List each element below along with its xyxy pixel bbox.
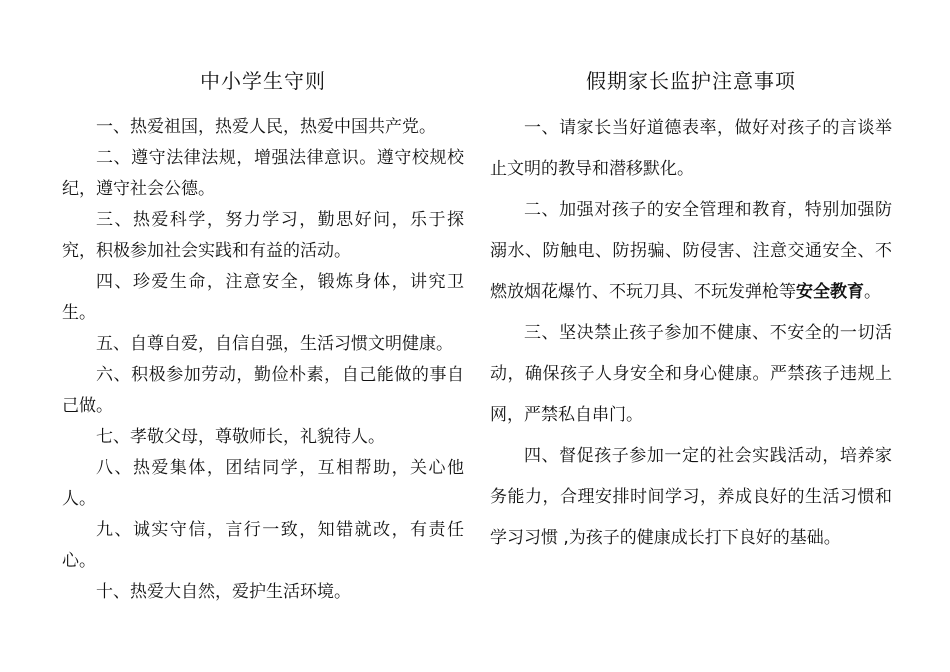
rule-item: 九、诚实守信，言行一致，知错就改，有责任心。	[62, 520, 464, 571]
rule-item: 一、热爱祖国，热爱人民，热爱中国共产党。	[96, 117, 436, 137]
rule-item: 三、热爱科学，努力学习，勤思好问，乐于探究，积极参加社会实践和有益的活动。	[62, 210, 464, 261]
rule-item: 二、遵守法律法规，增强法律意识。遵守校规校纪，遵守社会公德。	[62, 148, 464, 199]
notice-item	[490, 108, 892, 190]
notice-text: 四、督促孩子参加一定的社会实践活动，培养家务能力，合理安排时间学习，养成良好的生活习惯和学习习惯 ,为孩子的健康成长打下良好的基础。	[490, 446, 892, 548]
rule-item: 四、珍爱生命，注意安全，锻炼身体，讲究卫生。	[62, 272, 464, 323]
rule-item: 七、孝敬父母，尊敬师长，礼貌待人。	[96, 427, 385, 447]
rule-item: 八、热爱集体，团结同学，互相帮助，关心他人。	[62, 458, 464, 509]
notice-text: 二、加强对孩子的安全管理和教育，特别加强防溺水、防触电、防拐骗、防侵害、注意交通安全、不燃放烟花爆竹、不玩刀具、不玩发弹枪等	[490, 200, 892, 302]
notice-bold-text: 安全教育	[796, 282, 864, 302]
parent-notice-items	[490, 108, 892, 559]
notice-item	[490, 436, 892, 559]
rule-item: 五、自尊自爱，自信自强，生活习惯文明健康。	[96, 334, 453, 354]
rule-item: 十、热爱大自然，爱护生活环境。	[96, 582, 351, 602]
notice-item	[490, 190, 892, 313]
rule-item: 六、积极参加劳动，勤俭朴素，自己能做的事自己做。	[62, 365, 464, 416]
notice-tail: 。	[864, 282, 881, 302]
parent-notice-title: 假期家长监护注意事项	[586, 69, 796, 93]
student-code-title: 中小学生守则	[200, 69, 326, 93]
notice-text: 三、坚决禁止孩子参加不健康、不安全的一切活动，确保孩子人身安全和身心健康。严禁孩子违规上网，严禁私自串门。	[490, 323, 892, 425]
notice-item	[490, 313, 892, 436]
notice-text: 一、请家长当好道德表率，做好对孩子的言谈举止文明的教导和潜移默化。	[490, 118, 892, 179]
student-code-rules	[62, 112, 464, 608]
